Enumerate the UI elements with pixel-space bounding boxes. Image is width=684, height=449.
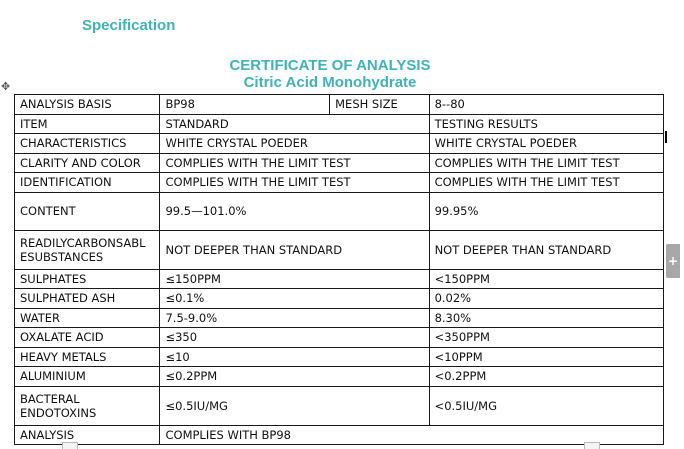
item-cell: IDENTIFICATION [15, 173, 160, 193]
table-row [15, 308, 664, 328]
column-header-standard: STANDARD [160, 114, 429, 134]
column-header-item: ITEM [15, 114, 160, 134]
standard-cell: WHITE CRYSTAL POEDER [160, 134, 429, 154]
page-heading: Specification [82, 17, 176, 34]
table-row [15, 173, 664, 193]
analysis-conclusion: COMPLIES WITH BP98 [160, 425, 664, 445]
table-row [15, 289, 664, 309]
column-header-results: TESTING RESULTS [429, 114, 663, 134]
analysis-basis-value: BP98 [160, 95, 330, 115]
standard-cell: NOT DEEPER THAN STANDARD [160, 230, 429, 269]
item-cell: ALUMINIUM [15, 367, 160, 387]
result-cell: COMPLIES WITH THE LIMIT TEST [429, 173, 663, 193]
standard-cell: ≤0.5IU/MG [160, 386, 429, 425]
table-row [15, 134, 664, 154]
plus-icon[interactable]: + [666, 244, 680, 278]
item-cell: WATER [15, 308, 160, 328]
table-row [15, 192, 664, 230]
result-cell: COMPLIES WITH THE LIMIT TEST [429, 153, 663, 173]
item-cell [15, 386, 160, 425]
result-cell: <10PPM [429, 347, 663, 367]
item-cell: CONTENT [15, 192, 160, 230]
standard-cell: ≤0.1% [160, 289, 429, 309]
result-cell: <0.2PPM [429, 367, 663, 387]
item-line: READILYCARBONSABL [20, 235, 146, 250]
table-row [15, 328, 664, 348]
result-cell: <350PPM [429, 328, 663, 348]
table-row [15, 230, 664, 269]
table-row [15, 269, 664, 289]
result-cell: <0.5IU/MG [429, 386, 663, 425]
result-cell: 99.95% [429, 192, 663, 230]
standard-cell: COMPLIES WITH THE LIMIT TEST [160, 173, 429, 193]
item-cell: HEAVY METALS [15, 347, 160, 367]
item-line: ESUBSTANCES [20, 249, 104, 264]
result-cell: 0.02% [429, 289, 663, 309]
table-edge-marker [665, 131, 667, 143]
item-cell [15, 230, 160, 269]
standard-cell: ≤10 [160, 347, 429, 367]
item-line: BACTERAL [20, 391, 80, 406]
table-row [15, 95, 664, 115]
result-cell: NOT DEEPER THAN STANDARD [429, 230, 663, 269]
item-cell: CHARACTERISTICS [15, 134, 160, 154]
standard-cell: ≤350 [160, 328, 429, 348]
table-row [15, 153, 664, 173]
mesh-size-label: MESH SIZE [330, 95, 429, 115]
table-row [15, 347, 664, 367]
standard-cell: 99.5—101.0% [160, 192, 429, 230]
standard-cell: ≤0.2PPM [160, 367, 429, 387]
analysis-table [14, 94, 664, 445]
item-cell: OXALATE ACID [15, 328, 160, 348]
analysis-basis-label: ANALYSIS BASIS [15, 95, 160, 115]
standard-cell: ≤150PPM [160, 269, 429, 289]
item-cell: CLARITY AND COLOR [15, 153, 160, 173]
certificate-title: CERTIFICATE OF ANALYSIS [229, 57, 431, 74]
analysis-label: ANALYSIS [15, 425, 160, 445]
move-icon[interactable]: ✥ [1, 80, 11, 93]
product-name: Citric Acid Monohydrate [243, 74, 417, 91]
table-header-row [15, 114, 664, 134]
result-cell: <150PPM [429, 269, 663, 289]
standard-cell: COMPLIES WITH THE LIMIT TEST [160, 153, 429, 173]
table-row [15, 386, 664, 425]
item-line: ENDOTOXINS [20, 405, 97, 420]
item-cell: SULPHATED ASH [15, 289, 160, 309]
mesh-size-value: 8--80 [429, 95, 663, 115]
table-row [15, 367, 664, 387]
standard-cell: 7.5-9.0% [160, 308, 429, 328]
result-cell: WHITE CRYSTAL POEDER [429, 134, 663, 154]
item-cell: SULPHATES [15, 269, 160, 289]
result-cell: 8.30% [429, 308, 663, 328]
table-footer-row [15, 425, 664, 445]
